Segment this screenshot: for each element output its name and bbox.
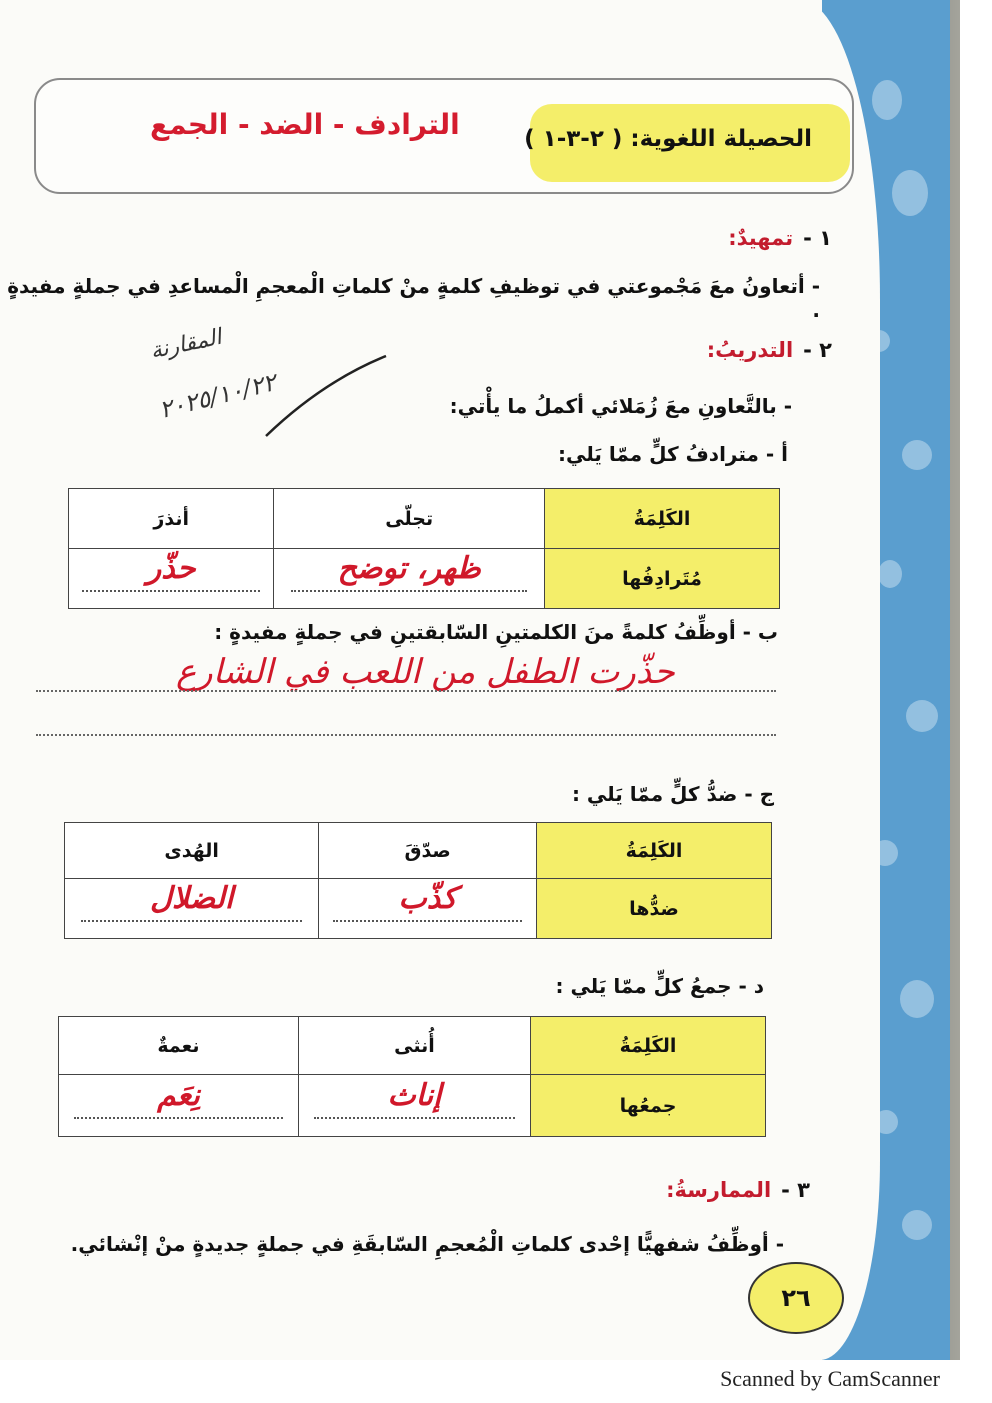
section-2-name: التدريبُ: (706, 338, 794, 362)
antonyms-label: ج - ضدُّ كلٍّ ممّا يَلي : (571, 782, 774, 806)
section-3-heading (666, 1178, 810, 1202)
synonyms-header-answer: مُتَرادِفُها (545, 549, 780, 609)
plurals-answer-1: إناث (387, 1078, 442, 1113)
antonyms-word-1: صدّقَ (319, 823, 537, 879)
section-3-number: ٣ - (781, 1178, 810, 1202)
plurals-label: د - جمعُ كلٍّ ممّا يَلي : (555, 974, 764, 998)
section-3-name: الممارسةُ: (666, 1178, 772, 1202)
plurals-answer-2: نِعَم (157, 1078, 200, 1113)
antonyms-header-answer: ضدُّها (537, 879, 772, 939)
section-2-heading (707, 338, 832, 362)
plurals-word-1: أُنثى (298, 1017, 530, 1075)
synonyms-table (68, 488, 780, 609)
page-number: ٢٦ (748, 1262, 844, 1334)
plurals-answer-cell-2[interactable] (59, 1075, 299, 1137)
antonyms-answer-2: الضلال (150, 881, 234, 916)
synonyms-word-1: تجلّى (274, 489, 545, 549)
section-3-text: - أوظِّفُ شفهيًّا إحْدى كلماتِ الْمُعجمِ السّابقَةِ في جملةٍ جديدةٍ منْ إنْشائي. (70, 1232, 784, 1256)
synonyms-answer-cell-2[interactable] (69, 549, 274, 609)
synonyms-label: أ - مترادفُ كلٍّ ممّا يَلي: (558, 442, 788, 466)
synonyms-header-word: الكَلِمَةُ (545, 489, 780, 549)
antonyms-answer-cell-1[interactable] (319, 879, 537, 939)
lesson-topics: الترادف - الضد - الجمع (150, 108, 460, 141)
pencil-note-date: ٢٠٢٥/١٠/٢٢ (156, 367, 279, 425)
pencil-stroke (262, 352, 392, 442)
plurals-table (58, 1016, 766, 1137)
sentence-line-1[interactable] (36, 690, 776, 692)
section-2-intro: - بالتَّعاونِ معَ زُمَلائي أكملُ ما يأْتي: (449, 394, 792, 418)
scanner-watermark: Scanned by CamScanner (720, 1366, 940, 1391)
antonyms-header-word: الكَلِمَةُ (537, 823, 772, 879)
section-1-number: ١ - (803, 226, 832, 250)
sentence-line-2[interactable] (36, 734, 776, 736)
plurals-word-2: نعمةٌ (59, 1017, 299, 1075)
section-2-number: ٢ - (803, 338, 832, 362)
synonyms-word-2: أنذرَ (69, 489, 274, 549)
section-1-heading (728, 226, 832, 250)
antonyms-word-2: الهُدى (65, 823, 319, 879)
synonyms-answer-2: حذّر (146, 551, 196, 586)
section-1-text: - أتعاونُ معَ مَجْموعتي في توظيفِ كلمةٍ منْ كلماتِ الْمعجمِ الْمساعدِ في جملةٍ مفيدةٍ . (7, 274, 820, 322)
plurals-header-answer: جمعُها (531, 1075, 766, 1137)
lesson-title: الحصيلة اللغوية: ( ٢-٣-١ ) (524, 126, 812, 152)
synonyms-answer-cell-1[interactable] (274, 549, 545, 609)
plurals-answer-cell-1[interactable] (298, 1075, 530, 1137)
pencil-note-word: المقارنة (148, 324, 224, 365)
sentence-answer: حذّرت الطفل من اللعب في الشارع (176, 652, 675, 692)
section-1-name: تمهيدٌ: (728, 226, 794, 250)
antonyms-answer-cell-2[interactable] (65, 879, 319, 939)
synonyms-answer-1: ظهر، توضح (337, 551, 481, 586)
antonyms-table (64, 822, 772, 939)
antonyms-answer-1: كذّب (398, 881, 457, 916)
sentence-label: ب - أوظِّفُ كلمةً منَ الكلمتينِ السّابقتينِ في جملةٍ مفيدةٍ : (214, 620, 778, 644)
plurals-header-word: الكَلِمَةُ (531, 1017, 766, 1075)
